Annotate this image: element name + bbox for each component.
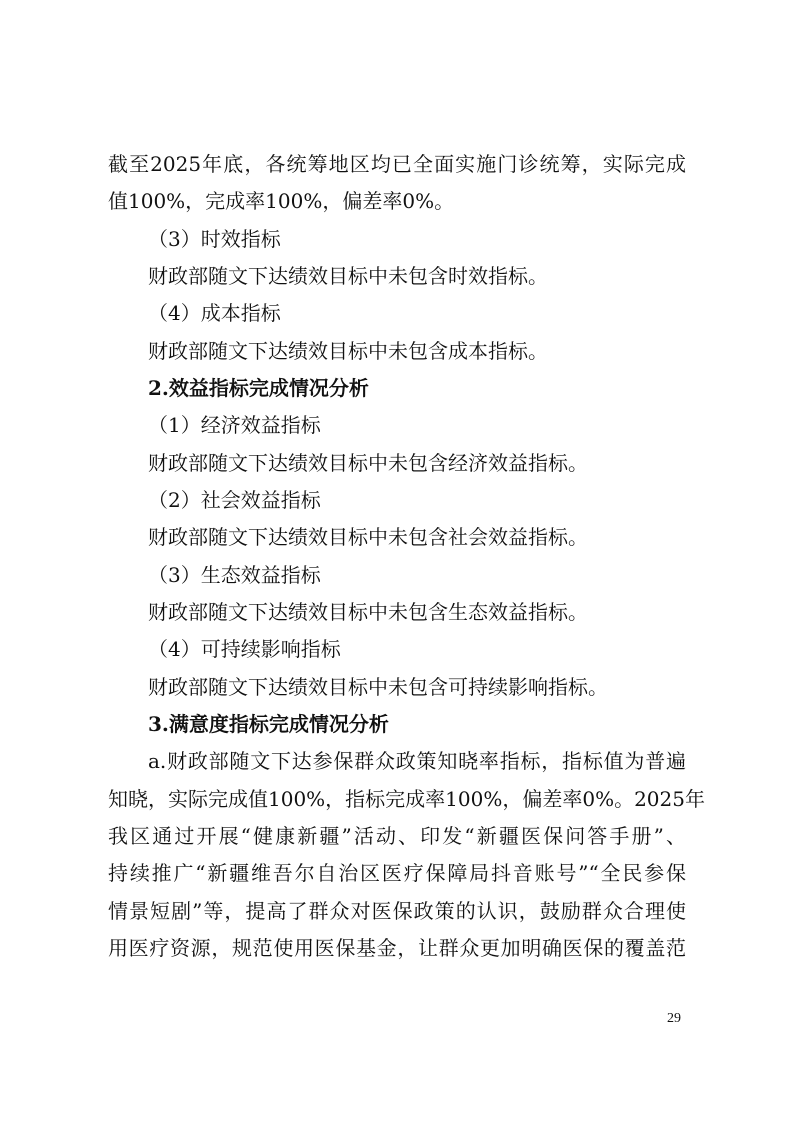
subheading: （2）社会效益指标 xyxy=(148,488,321,512)
section-heading: 3.满意度指标完成情况分析 xyxy=(148,712,389,736)
paragraph-line: 情景短剧”等，提高了群众对医保政策的认识，鼓励群众合理使 xyxy=(108,899,686,923)
paragraph: 财政部随文下达绩效目标中未包含社会效益指标。 xyxy=(148,525,588,549)
paragraph: 财政部随文下达绩效目标中未包含可持续影响指标。 xyxy=(148,675,608,699)
paragraph: 财政部随文下达绩效目标中未包含经济效益指标。 xyxy=(148,451,588,475)
subheading: （3）生态效益指标 xyxy=(148,563,321,587)
subheading: （1）经济效益指标 xyxy=(148,413,321,437)
page-number: 29 xyxy=(667,1011,681,1026)
paragraph: 财政部随文下达绩效目标中未包含时效指标。 xyxy=(148,264,548,288)
paragraph-line: 持续推广“新疆维吾尔自治区医疗保障局抖音账号”“全民参保 xyxy=(108,861,686,885)
paragraph-line: 值100%，完成率100%，偏差率0%。 xyxy=(108,189,455,213)
paragraph: 财政部随文下达绩效目标中未包含生态效益指标。 xyxy=(148,600,588,624)
subheading: （4）成本指标 xyxy=(148,301,281,325)
paragraph-line: 用医疗资源，规范使用医保基金，让群众更加明确医保的覆盖范 xyxy=(108,936,686,960)
paragraph-line: 知晓，实际完成值100%，指标完成率100%，偏差率0%。2025年 xyxy=(108,787,705,811)
paragraph-line: a.财政部随文下达参保群众政策知晓率指标，指标值为普遍 xyxy=(148,749,686,773)
paragraph-line: 我区通过开展“健康新疆”活动、印发“新疆医保问答手册”、 xyxy=(108,824,686,848)
paragraph-line: 截至2025年底，各统筹地区均已全面实施门诊统筹，实际完成 xyxy=(108,152,686,176)
subheading: （3）时效指标 xyxy=(148,227,281,251)
subheading: （4）可持续影响指标 xyxy=(148,637,341,661)
section-heading: 2.效益指标完成情况分析 xyxy=(148,376,369,400)
paragraph: 财政部随文下达绩效目标中未包含成本指标。 xyxy=(148,339,548,363)
